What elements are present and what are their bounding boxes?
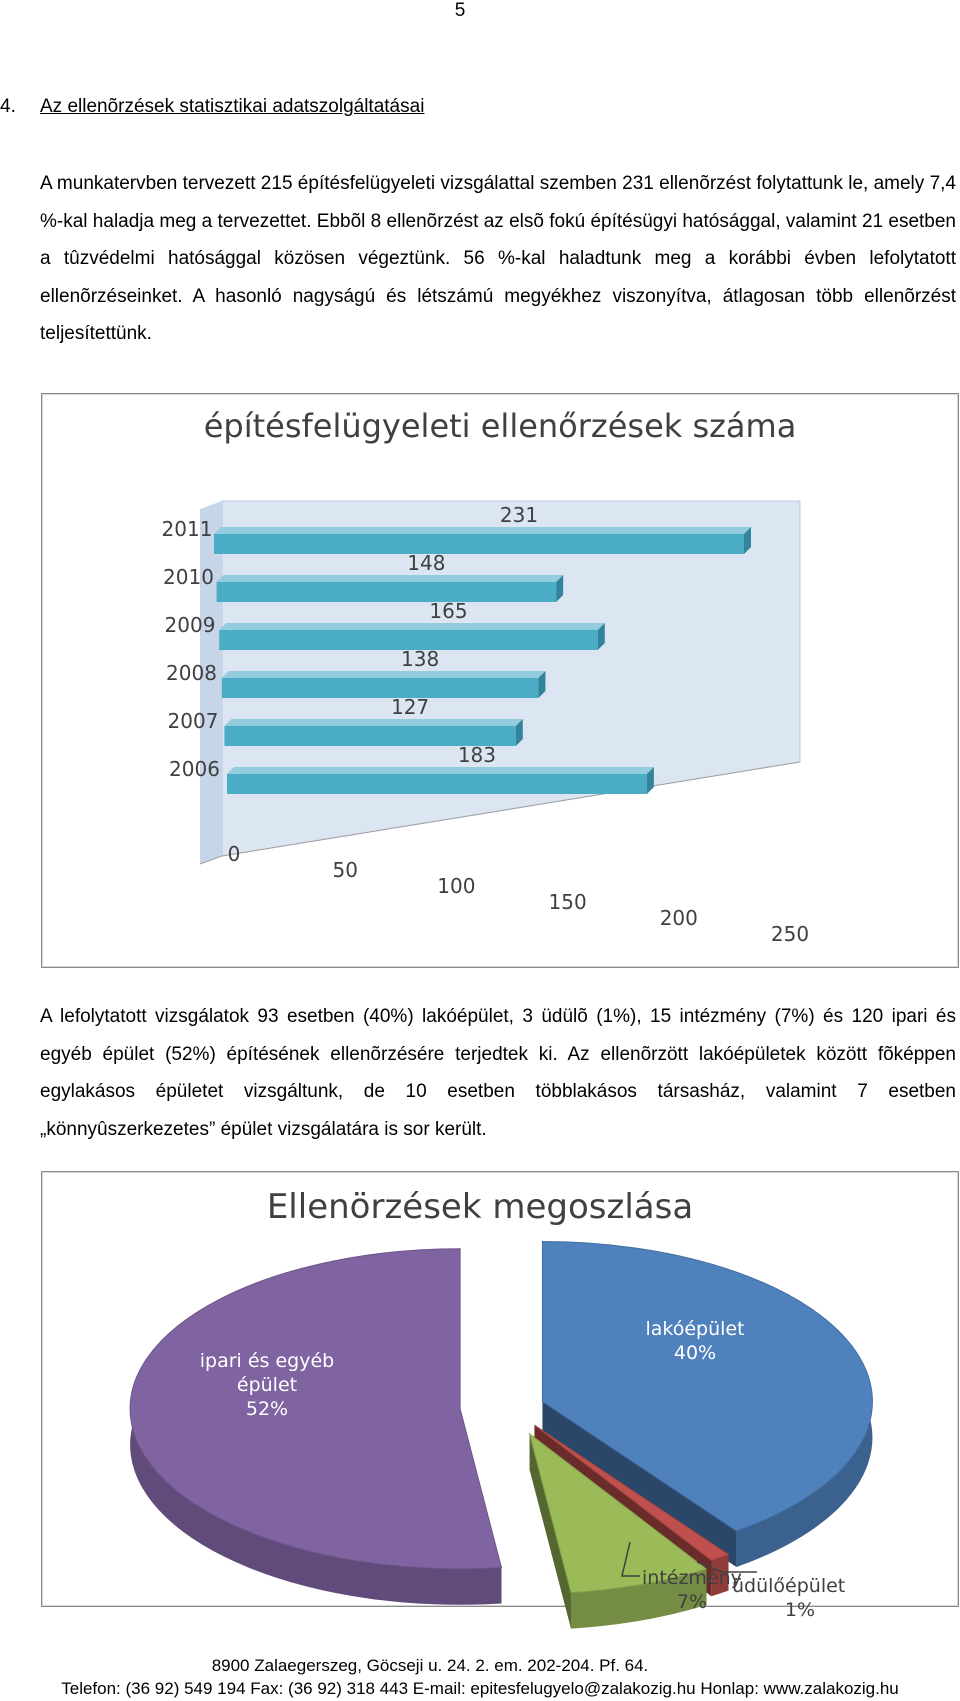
bar bbox=[222, 678, 539, 698]
pie-chart-distribution bbox=[41, 1171, 959, 1621]
x-tick-label: 0 bbox=[227, 842, 241, 866]
slice-label: épület bbox=[236, 1374, 298, 1396]
category-label: 2009 bbox=[164, 613, 216, 637]
data-label: 148 bbox=[407, 551, 446, 575]
footer-contacts: Telefon: (36 92) 549 194 Fax: (36 92) 318 443 E-mail: epitesfelugyelo@zalakozig.hu Honlap: www.zalakozig.hu bbox=[61, 1679, 899, 1698]
bar bbox=[217, 582, 557, 602]
chart-title: Ellenörzések megoszlása bbox=[266, 1187, 694, 1227]
bar-top bbox=[217, 575, 564, 582]
bar bbox=[227, 774, 647, 794]
data-label: 127 bbox=[390, 695, 430, 719]
chart-title: építésfelügyeleti ellenőrzések száma bbox=[203, 407, 797, 445]
slice-label: intézmény bbox=[642, 1567, 742, 1589]
bar-chart-inspections bbox=[41, 393, 959, 968]
data-label: 231 bbox=[499, 503, 539, 527]
bar-chart-svg bbox=[42, 394, 958, 967]
category-label: 2006 bbox=[169, 757, 220, 781]
slice-label: üdülőépület bbox=[732, 1575, 846, 1597]
slice-label: ipari és egyéb bbox=[199, 1350, 335, 1372]
category-label: 2007 bbox=[167, 709, 219, 733]
x-tick-label: 250 bbox=[770, 922, 810, 946]
section-title: Az ellenõrzések statisztikai adatszolgáltatásai bbox=[40, 96, 425, 117]
x-tick-label: 50 bbox=[332, 858, 358, 882]
slice-label: 1% bbox=[784, 1599, 816, 1621]
page-number: 5 bbox=[454, 0, 466, 21]
slice-label: 52% bbox=[245, 1398, 289, 1420]
bar bbox=[214, 534, 744, 554]
slice-label: 7% bbox=[676, 1591, 708, 1613]
bar-top bbox=[222, 671, 546, 678]
bar-top bbox=[227, 767, 654, 774]
data-label: 183 bbox=[457, 743, 497, 767]
slice-label: lakóépület bbox=[645, 1318, 745, 1340]
data-label: 165 bbox=[429, 599, 468, 623]
category-label: 2010 bbox=[163, 565, 214, 589]
paragraph-breakdown: A lefolytatott vizsgálatok 93 esetben (40%) lakóépület, 3 üdülõ (1%), 15 intézmény (7%) és 120 ipari és egyéb épület (52%) építésének ellenõrzésére terjedtek ki. Az ellenõrzött lakóépületek között fõképpen egylakásos épületet vizsgáltunk, de 10 esetben többlakásos társasház, valamint 7 esetben „könnyûszerkezetes” épület vizsgálatára is sor került. bbox=[40, 1006, 956, 1140]
section-number: 4. bbox=[0, 96, 16, 117]
category-label: 2008 bbox=[166, 661, 217, 685]
bar-top bbox=[214, 527, 751, 534]
section-heading bbox=[0, 96, 424, 118]
paragraph-intro: A munkatervben tervezett 215 építésfelügyeleti vizsgálattal szemben 231 ellenõrzést folytattunk le, amely 7,4 %-kal haladja meg a tervezettet. Ebbõl 8 ellenõrzést az elsõ fokú építésügyi hatósággal, valamint 21 esetben a tûzvédelmi hatósággal közösen végeztünk. 56 %-kal haladtunk meg a korábbi évben lefolytatott ellenõrzéseinket. A hasonló nagyságú és létszámú megyékhez viszonyítva, átlagosan több ellenõrzést teljesítettünk. bbox=[40, 173, 956, 344]
data-label: 138 bbox=[401, 647, 440, 671]
footer-address: 8900 Zalaegerszeg, Göcseji u. 24. 2. em. 202-204. Pf. 64. bbox=[211, 1656, 649, 1675]
slice-label: 40% bbox=[673, 1342, 717, 1364]
category-label: 2011 bbox=[161, 517, 213, 541]
x-tick-label: 150 bbox=[548, 890, 587, 914]
bar-top bbox=[224, 719, 522, 726]
x-tick-label: 200 bbox=[659, 906, 698, 930]
bar-top bbox=[219, 623, 605, 630]
x-tick-label: 100 bbox=[437, 874, 476, 898]
pie-chart-svg bbox=[42, 1172, 958, 1621]
